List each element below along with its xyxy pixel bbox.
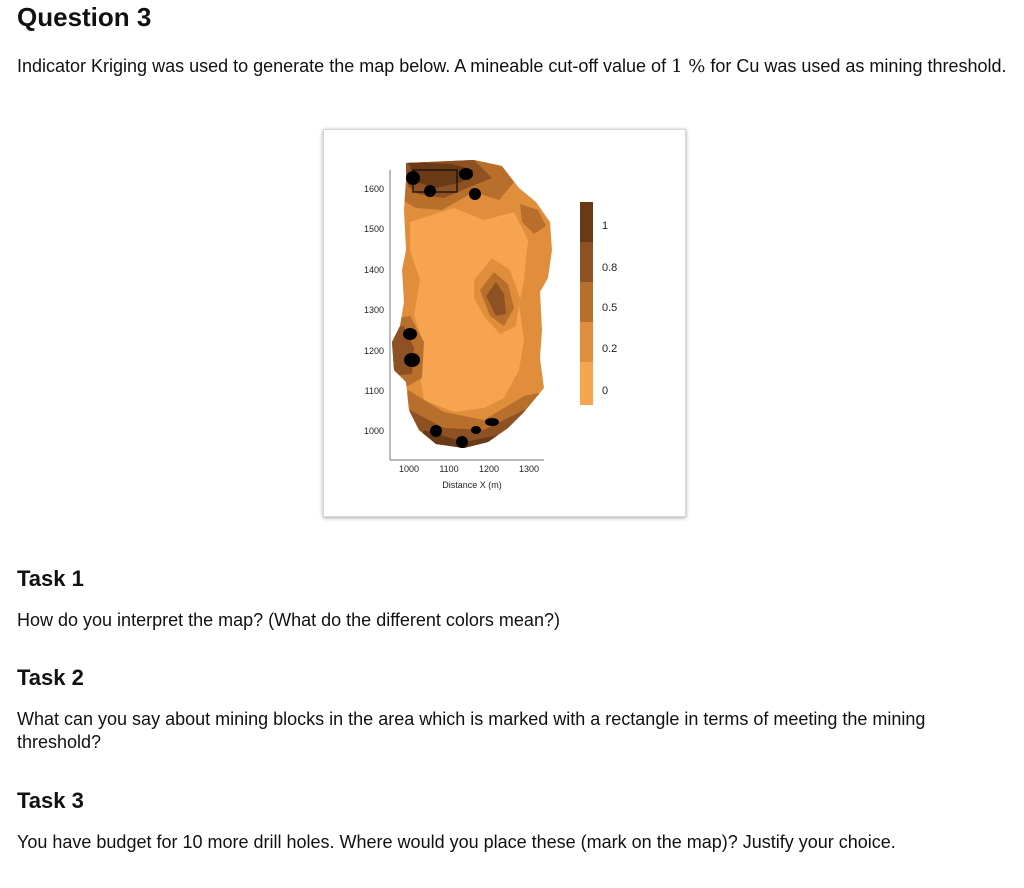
intro-text-before: Indicator Kriging was used to generate the map below. A mineable cut-off value of bbox=[17, 56, 672, 76]
drill-hole bbox=[406, 171, 420, 185]
drill-hole bbox=[430, 425, 442, 437]
legend-swatch-1 bbox=[580, 202, 593, 242]
x-tick-labels bbox=[399, 464, 539, 474]
x-tick-label: 1000 bbox=[398, 464, 420, 474]
y-tick-label: 1200 bbox=[363, 346, 384, 356]
y-tick-label: 1600 bbox=[363, 184, 384, 194]
intro-paragraph bbox=[17, 55, 1007, 78]
legend-label: 0.5 bbox=[602, 302, 618, 314]
legend-swatch-0-5 bbox=[580, 282, 593, 322]
legend-label: 1 bbox=[602, 220, 609, 232]
drill-hole bbox=[485, 418, 499, 426]
legend-swatch-0-8 bbox=[580, 242, 593, 282]
task-2-text: What can you say about mining blocks in the area which is marked with a rectangle in terms of meeting the mining threshold? bbox=[17, 709, 926, 752]
task-1-heading: Task 1 bbox=[17, 566, 84, 591]
intro-text-after: for Cu was used as mining threshold. bbox=[705, 56, 1007, 76]
x-tick-label: 1100 bbox=[439, 464, 459, 474]
x-axis-title: Distance X (m) bbox=[442, 480, 502, 490]
legend-colorbar bbox=[580, 202, 593, 405]
legend-label: 0.2 bbox=[602, 343, 618, 355]
legend-label: 0 bbox=[602, 385, 609, 397]
drill-hole bbox=[404, 353, 420, 367]
x-tick-label: 1200 bbox=[478, 464, 500, 474]
cutoff-value: 1 % bbox=[671, 56, 706, 77]
drill-hole bbox=[456, 436, 468, 448]
y-tick-label: 1000 bbox=[363, 426, 384, 436]
legend-labels bbox=[602, 220, 617, 397]
kriging-map-figure bbox=[323, 129, 686, 517]
drill-hole bbox=[403, 328, 417, 340]
question-title: Question 3 bbox=[17, 2, 152, 32]
drill-hole bbox=[459, 168, 473, 180]
task-2-heading: Task 2 bbox=[17, 665, 84, 690]
legend-swatch-0 bbox=[580, 362, 593, 405]
kriging-map-svg bbox=[324, 130, 685, 516]
legend-swatch-0-2 bbox=[580, 322, 593, 362]
y-tick-label: 1100 bbox=[364, 386, 384, 396]
y-tick-labels bbox=[364, 184, 384, 436]
legend-label: 0.8 bbox=[602, 262, 618, 274]
drill-hole bbox=[471, 426, 481, 434]
task-3-heading: Task 3 bbox=[17, 788, 84, 813]
y-tick-label: 1400 bbox=[363, 265, 384, 275]
y-tick-label: 1300 bbox=[363, 305, 384, 315]
x-tick-label: 1300 bbox=[518, 464, 540, 474]
drill-hole bbox=[469, 188, 481, 200]
y-tick-label: 1500 bbox=[363, 224, 384, 234]
task-3-text: You have budget for 10 more drill holes. Where would you place these (mark on the map)? Justify your choice. bbox=[17, 832, 896, 852]
task-1-text: How do you interpret the map? (What do the different colors mean?) bbox=[17, 610, 560, 630]
drill-hole bbox=[424, 185, 436, 197]
